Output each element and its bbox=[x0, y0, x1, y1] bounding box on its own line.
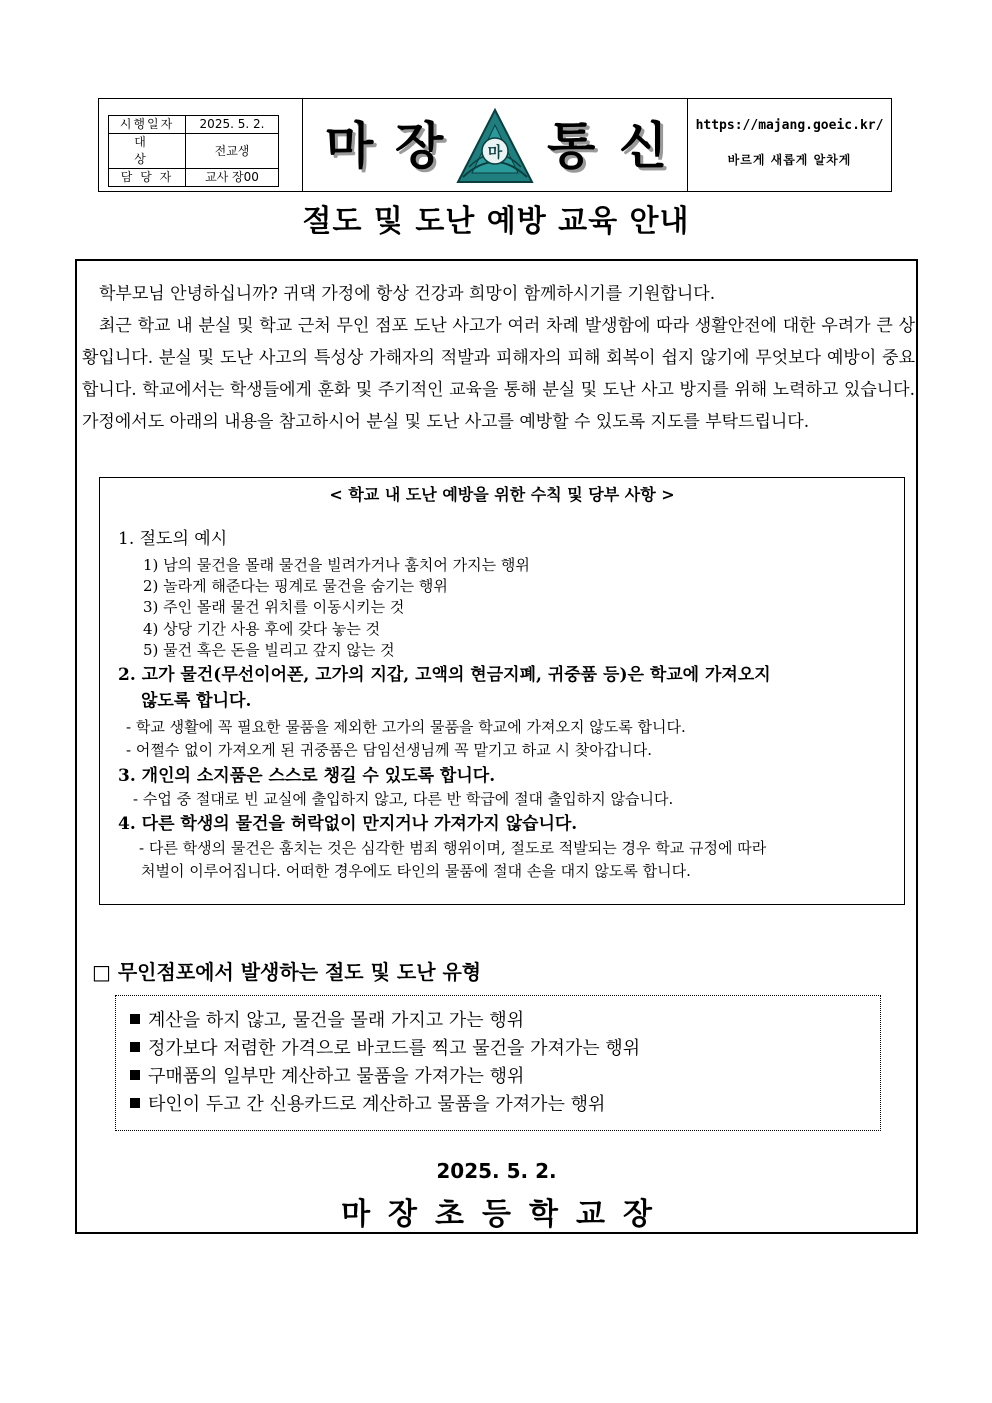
rule-item: 5) 물건 혹은 돈을 빌리고 갚지 않는 것 bbox=[143, 641, 395, 659]
list-item bbox=[130, 1091, 605, 1119]
unmanned-store-section-title: □ 무인점포에서 발생하는 절도 및 도난 유형 bbox=[92, 960, 482, 984]
intro-paragraph: 최근 학교 내 분실 및 학교 근처 무인 점포 도난 사고가 여러 차례 발생함에 따라 생활안전에 대한 우려가 큰 상황입니다. 분실 및 도난 사고의 특성상 가해자의 적발과 피해자의 피해 회복이 쉽지 않기에 무엇보다 예방이 중요합니다. 학교에서는 학생들에게 훈화 및 주기적인 교육을 통해 분실 및 도난 사고 방지를 위해 노력하고 있습니다. 가정에서도 아래의 내용을 참고하시어 분실 및 도난 사고를 예방할 수 있도록 지도를 부탁드립니다. bbox=[82, 316, 915, 432]
list-item-text: 계산을 하지 않고, 물건을 몰래 가지고 가는 행위 bbox=[148, 1010, 525, 1031]
rules-box bbox=[99, 477, 905, 905]
newsletter-header bbox=[98, 98, 892, 192]
rules-title: < 학교 내 도난 예방을 위한 수칙 및 당부 사항 > bbox=[329, 485, 675, 504]
rule-section-title: 2. 고가 물건(무선이어폰, 고가의 지갑, 고액의 현금지폐, 귀중품 등)은 학교에 가져오지 bbox=[118, 665, 771, 685]
school-slogan: 바르게 새롭게 알차게 bbox=[727, 153, 852, 167]
title-char: 장 bbox=[395, 117, 444, 175]
bullet-square-icon bbox=[130, 1098, 140, 1108]
list-item bbox=[130, 1007, 524, 1035]
main-frame bbox=[75, 259, 918, 1234]
intro-text bbox=[82, 278, 915, 438]
bullet-square-icon bbox=[130, 1042, 140, 1052]
meta-row bbox=[109, 169, 279, 187]
list-item-text: 타인이 두고 간 신용카드로 계산하고 물품을 가져가는 행위 bbox=[148, 1094, 606, 1115]
meta-value: 전교생 bbox=[186, 134, 279, 169]
meta-cell bbox=[99, 99, 303, 191]
list-item bbox=[130, 1063, 524, 1091]
list-item bbox=[130, 1035, 640, 1063]
rule-item: 1) 남의 물건을 몰래 물건을 빌려가거나 훔치어 가지는 행위 bbox=[143, 556, 530, 574]
meta-table bbox=[108, 115, 279, 187]
meta-label: 대 상 bbox=[109, 134, 186, 169]
school-principal-signature: 마장초등학교장 bbox=[341, 1197, 670, 1232]
rule-item: - 다른 학생의 물건은 훔치는 것은 심각한 범죄 행위이며, 절도로 적발되는 경우 학교 규정에 따라 bbox=[139, 839, 767, 857]
list-item-text: 구매품의 일부만 계산하고 물품을 가져가는 행위 bbox=[148, 1066, 525, 1087]
document-title: 절도 및 도난 예방 교육 안내 bbox=[302, 204, 690, 239]
meta-value: 교사 장00 bbox=[186, 169, 279, 187]
title-char: 마 bbox=[325, 117, 374, 175]
logo-text: 마 bbox=[487, 143, 503, 161]
newsletter-title bbox=[303, 99, 688, 191]
meta-row bbox=[109, 116, 279, 134]
rule-item: - 학교 생활에 꼭 필요한 물품을 제외한 고가의 물품을 학교에 가져오지 않도록 합니다. bbox=[126, 718, 686, 736]
meta-value: 2025. 5. 2. bbox=[186, 116, 279, 134]
title-char: 통 bbox=[547, 117, 596, 175]
meta-label: 담 당 자 bbox=[109, 169, 186, 187]
rule-item: 4) 상당 기간 사용 후에 갖다 놓는 것 bbox=[143, 620, 381, 638]
rule-item: - 어쩔수 없이 가져오게 된 귀중품은 담임선생님께 꼭 맡기고 하교 시 찾아갑니다. bbox=[126, 741, 652, 759]
school-logo-icon bbox=[455, 107, 535, 185]
rule-item: 2) 놀라게 해준다는 핑계로 물건을 숨기는 행위 bbox=[143, 577, 448, 595]
rule-section-title: 3. 개인의 소지품은 스스로 챙길 수 있도록 합니다. bbox=[118, 766, 496, 786]
list-item-text: 정가보다 저렴한 가격으로 바코드를 찍고 물건을 가져가는 행위 bbox=[148, 1038, 641, 1059]
unmanned-store-theft-types bbox=[115, 995, 881, 1131]
meta-row bbox=[109, 134, 279, 169]
rule-item-cont: 처벌이 이루어집니다. 어떠한 경우에도 타인의 물품에 절대 손을 대지 않도록 합니다. bbox=[141, 862, 691, 880]
issue-date: 2025. 5. 2. bbox=[436, 1159, 557, 1183]
rule-item: - 수업 중 절대로 빈 교실에 출입하지 않고, 다른 반 학급에 절대 출입하지 않습니다. bbox=[133, 790, 674, 808]
rule-section-title: 4. 다른 학생의 물건을 허락없이 만지거나 가져가지 않습니다. bbox=[118, 814, 578, 834]
bullet-square-icon bbox=[130, 1070, 140, 1080]
rule-item: 3) 주인 몰래 물건 위치를 이동시키는 것 bbox=[143, 598, 405, 616]
rule-section-title: 1. 절도의 예시 bbox=[118, 529, 228, 549]
header-right bbox=[688, 99, 891, 191]
title-char: 신 bbox=[619, 117, 668, 175]
intro-paragraph: 학부모님 안녕하십니까? 귀댁 가정에 항상 건강과 희망이 함께하시기를 기원합니다. bbox=[99, 284, 716, 304]
bullet-square-icon bbox=[130, 1014, 140, 1024]
school-url-link[interactable]: https://majang.goeic.kr/ bbox=[695, 118, 884, 133]
meta-label: 시행일자 bbox=[109, 116, 186, 134]
rule-section-title-cont: 않도록 합니다. bbox=[141, 691, 252, 711]
